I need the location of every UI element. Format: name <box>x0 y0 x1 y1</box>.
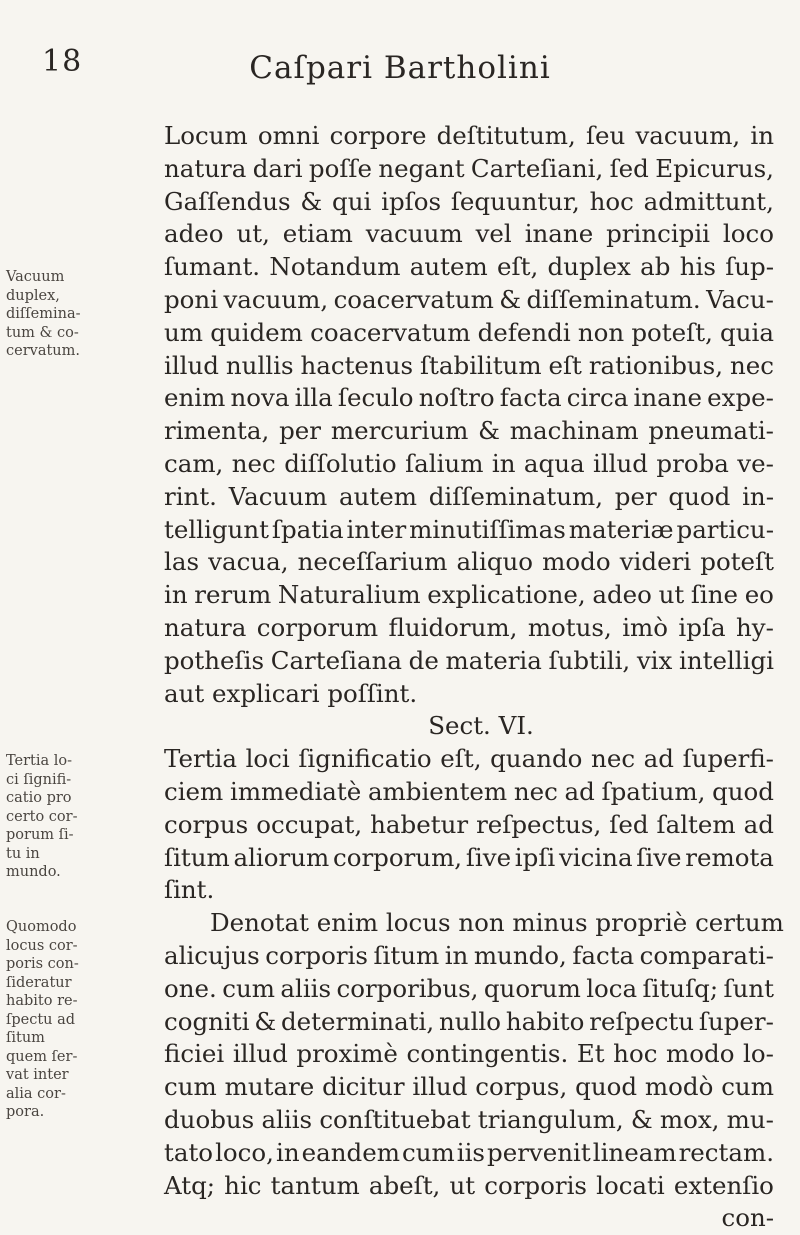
text-line: cogniti & determinati, nullo habito reſpectu ſuper- <box>164 1006 774 1036</box>
margin-note-quomodo <box>6 918 94 1122</box>
running-title: Caſpari Bartholini <box>249 50 551 86</box>
margin-note-line: cervatum. <box>6 343 80 359</box>
text-line: ſint. <box>164 875 215 905</box>
margin-note-line: mundo. <box>6 864 61 880</box>
text-line: potheſis Carteſiana de materia ſubtili, vix intelligi <box>164 645 774 675</box>
margin-note-line: diſſemina- <box>6 306 81 322</box>
margin-note-line: ci ſignifi- <box>6 771 72 788</box>
text-line: illud nullis hactenus ſtabilitum eſt rationibus, nec <box>164 350 774 380</box>
body-text <box>164 120 784 1235</box>
text-line: natura corporum fluidorum, motus, imò ipſa hy- <box>164 612 774 642</box>
margin-note-line: poris con- <box>6 956 79 972</box>
margin-note-tertia <box>6 752 94 882</box>
margin-note-line: porum ſi- <box>6 827 74 843</box>
margin-note-line: alia cor- <box>6 1085 66 1102</box>
text-line: Locum omni corpore deſtitutum, ſeu vacuum, in <box>164 121 774 150</box>
text-line: adeo ut, etiam vacuum vel inane principii loco <box>164 219 774 249</box>
text-line: rint. Vacuum autem diſſeminatum, per quod in- <box>164 481 774 511</box>
text-line: corpus occupat, habetur reſpectus, ſed ſaltem ad <box>164 809 774 839</box>
text-line: poni vacuum, coacervatum & diſſeminatum. Vacu- <box>164 284 774 314</box>
margin-note-line: certo cor- <box>6 808 78 825</box>
text-line: las vacua, neceſſarium aliquo modo videri poteſt <box>164 547 774 577</box>
margin-note-line: duplex, <box>6 287 60 304</box>
margin-note-line: Tertia lo- <box>6 753 73 769</box>
section-heading: Sect. VI. <box>428 711 534 741</box>
text-line: um quidem coacervatum defendi non poteſt, quia <box>164 317 774 347</box>
margin-note-vacuum <box>6 268 94 361</box>
text-line: in rerum Naturalium explicatione, adeo ut ſine eo <box>164 580 774 610</box>
text-line: natura dari poſſe negant Carteſiani, ſed Epicurus, <box>164 153 774 183</box>
margin-note-line: pora. <box>6 1104 45 1120</box>
text-line: ciem immediatè ambientem nec ad ſpatium, quod <box>164 776 774 806</box>
catchword: con- <box>721 1203 774 1233</box>
margin-note-line: ſitum <box>6 1030 45 1046</box>
text-line: Tertia loci ſignificatio eſt, quando nec ad ſuperfi- <box>164 744 774 774</box>
text-line: ficiei illud proximè contingentis. Et hoc modo lo- <box>164 1039 774 1069</box>
text-line: ſitum aliorum corporum, ſive ipſi vicina ſive remota <box>164 842 774 872</box>
margin-note-line: Quomodo <box>6 919 77 935</box>
text-line: cum mutare dicitur illud corpus, quod modò cum <box>164 1072 774 1102</box>
margin-note-line: habito re- <box>6 993 78 1009</box>
text-line: duobus aliis conſtituebat triangulum, & mox, mu- <box>164 1104 774 1134</box>
margin-note-line: catio pro <box>6 790 72 806</box>
page-number: 18 <box>42 44 83 79</box>
text-line: telligunt ſpatia inter minutiſſimas materiæ particu- <box>164 514 774 544</box>
text-line: one. cum aliis corporibus, quorum loca ſituſq; ſunt <box>164 973 774 1003</box>
text-line: tato loco, in eandem cum iis pervenit lineam rectam. <box>164 1137 774 1167</box>
text-line: cam, nec diſſolutio ſalium in aqua illud proba ve- <box>164 448 774 478</box>
text-line: rimenta, per mercurium & machinam pneumati- <box>164 416 774 446</box>
margin-note-line: tum & co- <box>6 324 79 341</box>
text-line: Gaſſendus & qui ipſos ſequuntur, hoc admittunt, <box>164 186 774 216</box>
margin-note-line: tu in <box>6 845 40 862</box>
text-line: aut explicari poſſint. <box>164 678 418 708</box>
text-line: Denotat enim locus non minus propriè certum <box>210 908 784 938</box>
margin-note-line: quem ſer- <box>6 1048 78 1065</box>
margin-note-line: Vacuum <box>6 269 65 285</box>
margin-note-line: locus cor- <box>6 937 78 954</box>
margin-note-line: ſideratur <box>6 974 72 991</box>
margin-note-line: vat inter <box>6 1067 69 1083</box>
text-line: enim nova illa ſeculo noſtro facta circa inane expe- <box>164 383 774 413</box>
margin-note-line: ſpectu ad <box>6 1011 76 1028</box>
text-line: alicujus corporis ſitum in mundo, facta comparati- <box>164 940 774 970</box>
text-line: Atq; hic tantum abeſt, ut corporis locati extenſio <box>164 1170 774 1200</box>
text-line: ſumant. Notandum autem eſt, duplex ab his ſup- <box>164 252 774 282</box>
